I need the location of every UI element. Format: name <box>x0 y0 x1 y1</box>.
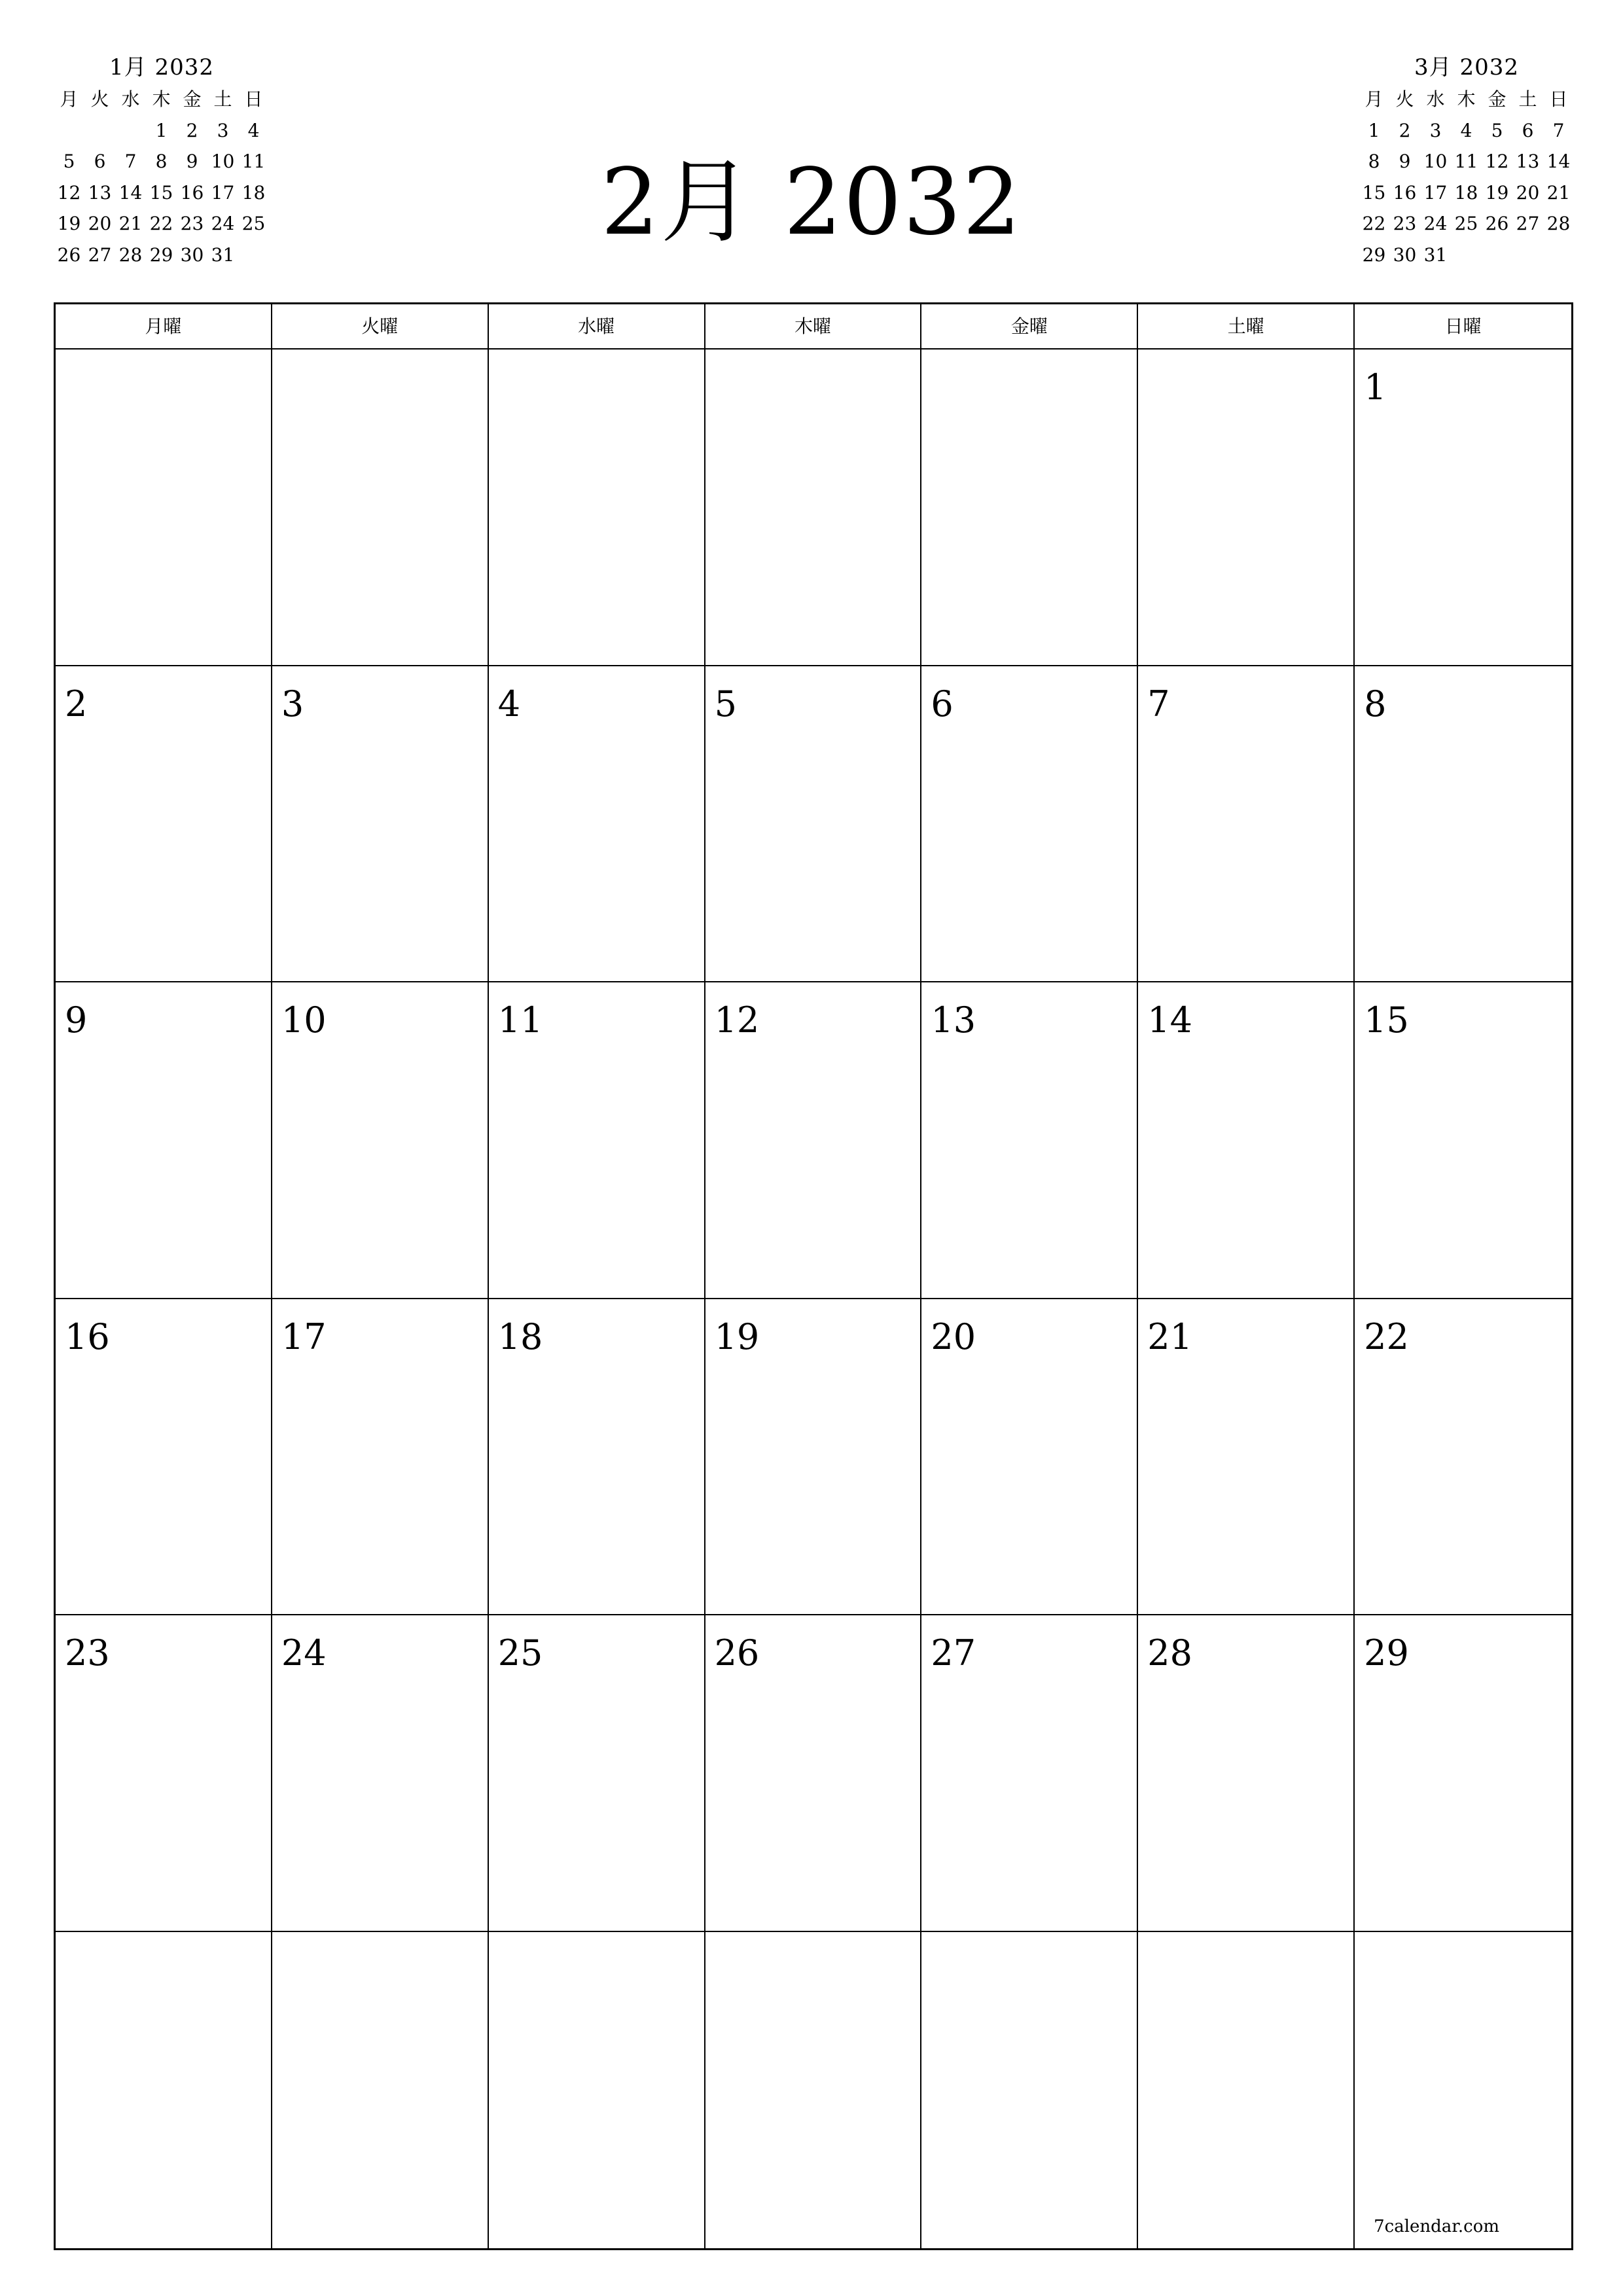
day-cell[interactable] <box>705 1299 922 1616</box>
mini-day: 11 <box>1454 151 1478 172</box>
day-cell[interactable] <box>489 666 705 983</box>
mini-day: 29 <box>149 243 173 266</box>
mini-day: 25 <box>241 213 266 234</box>
day-cell[interactable] <box>56 350 272 666</box>
day-cell[interactable] <box>705 1932 922 2249</box>
mini-weekday: 水 <box>1426 88 1445 110</box>
day-number: 1 <box>1364 367 1387 408</box>
day-number: 13 <box>931 999 976 1041</box>
mini-day: 18 <box>241 181 266 204</box>
day-cell[interactable] <box>705 1615 922 1932</box>
day-number: 28 <box>1147 1632 1192 1674</box>
day-cell[interactable] <box>56 666 272 983</box>
day-cell[interactable] <box>1355 1932 1571 2249</box>
day-cell[interactable] <box>272 1299 489 1616</box>
day-cell[interactable] <box>1138 1299 1355 1616</box>
weekday-header: 土曜 <box>1138 304 1355 348</box>
mini-day <box>54 115 84 147</box>
mini-weekday: 水 <box>121 88 140 110</box>
mini-day: 12 <box>1485 151 1509 172</box>
watermark-link[interactable]: 7calendar.com <box>1374 2217 1499 2236</box>
day-number: 26 <box>714 1632 760 1674</box>
day-cell[interactable] <box>1138 982 1355 1299</box>
mini-weekday: 月 <box>1364 88 1383 110</box>
mini-weekday: 金 <box>1488 88 1507 110</box>
day-cell[interactable] <box>489 982 705 1299</box>
mini-day: 24 <box>1423 213 1448 234</box>
mini-weekday: 火 <box>90 88 109 110</box>
mini-day: 31 <box>1423 243 1448 266</box>
mini-day: 27 <box>1516 213 1540 234</box>
page-title: 2月 2032 <box>601 149 1022 256</box>
mini-day: 28 <box>1546 213 1571 234</box>
mini-day: 29 <box>1362 243 1386 266</box>
day-cell[interactable] <box>272 666 489 983</box>
mini-day: 4 <box>1460 119 1472 141</box>
mini-day: 14 <box>118 181 143 204</box>
day-number: 9 <box>65 999 88 1041</box>
mini-weekday: 土 <box>213 88 232 110</box>
day-number: 23 <box>65 1632 110 1674</box>
mini-day: 19 <box>1485 181 1509 204</box>
day-cell[interactable] <box>489 1299 705 1616</box>
day-cell[interactable] <box>921 1299 1138 1616</box>
day-cell[interactable] <box>56 1932 272 2249</box>
weekday-header: 火曜 <box>272 304 489 348</box>
weekday-header: 水曜 <box>489 304 705 348</box>
mini-day: 20 <box>1516 181 1540 204</box>
day-cell[interactable] <box>705 350 922 666</box>
mini-day: 6 <box>1522 119 1534 141</box>
day-number: 6 <box>931 683 954 725</box>
mini-day: 15 <box>149 181 173 204</box>
mini-day: 5 <box>63 151 75 172</box>
mini-day: 3 <box>1429 119 1442 141</box>
mini-day <box>115 115 146 147</box>
mini-day: 10 <box>1423 151 1448 172</box>
mini-day: 11 <box>241 151 266 172</box>
day-cell[interactable] <box>489 1932 705 2249</box>
day-number: 15 <box>1364 999 1409 1041</box>
mini-day: 1 <box>1368 119 1380 141</box>
day-cell[interactable] <box>1355 666 1571 983</box>
day-number: 16 <box>65 1316 110 1357</box>
day-cell[interactable] <box>921 666 1138 983</box>
mini-day: 18 <box>1454 181 1478 204</box>
mini-day: 2 <box>186 119 198 141</box>
day-cell[interactable] <box>1355 982 1571 1299</box>
day-cell[interactable] <box>921 1615 1138 1932</box>
weekday-header: 木曜 <box>705 304 922 348</box>
mini-day: 30 <box>180 243 204 266</box>
mini-day: 24 <box>211 213 235 234</box>
day-number: 12 <box>714 999 760 1041</box>
mini-day: 3 <box>217 119 229 141</box>
day-number: 5 <box>714 683 737 725</box>
day-number: 18 <box>497 1316 543 1357</box>
day-number: 27 <box>931 1632 976 1674</box>
day-number: 7 <box>1147 683 1170 725</box>
mini-day: 1 <box>155 119 168 141</box>
mini-day: 9 <box>186 151 198 172</box>
day-number: 24 <box>281 1632 327 1674</box>
mini-weekday: 日 <box>1549 88 1568 110</box>
day-cell[interactable] <box>489 350 705 666</box>
day-number: 10 <box>281 999 327 1041</box>
mini-day: 7 <box>124 151 137 172</box>
day-number: 2 <box>65 683 88 725</box>
mini-day: 10 <box>211 151 235 172</box>
mini-day: 15 <box>1362 181 1386 204</box>
mini-day: 4 <box>247 119 260 141</box>
mini-weekday: 木 <box>1457 88 1476 110</box>
mini-day: 8 <box>155 151 168 172</box>
day-number: 21 <box>1147 1316 1192 1357</box>
mini-day: 13 <box>1516 151 1540 172</box>
mini-day: 25 <box>1454 213 1478 234</box>
mini-weekday: 木 <box>152 88 171 110</box>
day-cell[interactable] <box>489 1615 705 1932</box>
mini-weekday: 火 <box>1395 88 1414 110</box>
day-cell[interactable] <box>921 982 1138 1299</box>
mini-day: 23 <box>180 213 204 234</box>
day-cell[interactable] <box>56 1299 272 1616</box>
day-number: 20 <box>931 1316 976 1357</box>
mini-day: 26 <box>1485 213 1509 234</box>
weekday-header: 金曜 <box>921 304 1138 348</box>
mini-day: 21 <box>118 213 143 234</box>
mini-weekday: 月 <box>60 88 79 110</box>
mini-day: 5 <box>1491 119 1503 141</box>
day-cell[interactable] <box>1355 1299 1571 1616</box>
day-number: 25 <box>497 1632 543 1674</box>
day-cell[interactable] <box>921 1932 1138 2249</box>
day-number: 19 <box>714 1316 760 1357</box>
day-number: 8 <box>1364 683 1387 725</box>
day-cell[interactable] <box>56 1615 272 1932</box>
mini-day: 6 <box>94 151 106 172</box>
day-number: 3 <box>281 683 304 725</box>
mini-day: 19 <box>57 213 81 234</box>
mini-calendar-next <box>1359 51 1575 270</box>
mini-day: 21 <box>1546 181 1571 204</box>
day-cell[interactable] <box>272 1615 489 1932</box>
mini-day: 9 <box>1399 151 1411 172</box>
mini-day: 17 <box>1423 181 1448 204</box>
calendar-grid <box>56 350 1571 2248</box>
mini-day: 22 <box>149 213 173 234</box>
day-number: 11 <box>497 999 543 1041</box>
mini-calendar-prev-title: 1月 2032 <box>109 54 214 81</box>
mini-calendar-next-title: 3月 2032 <box>1414 54 1519 81</box>
weekday-header: 日曜 <box>1444 315 1482 337</box>
mini-day: 16 <box>180 181 204 204</box>
mini-day: 28 <box>118 243 143 266</box>
day-cell[interactable] <box>1355 1615 1571 1932</box>
mini-weekday: 金 <box>183 88 202 110</box>
mini-day: 7 <box>1552 119 1565 141</box>
mini-day: 26 <box>57 243 81 266</box>
day-cell[interactable] <box>1138 350 1355 666</box>
day-number: 22 <box>1364 1316 1409 1357</box>
mini-day: 16 <box>1393 181 1417 204</box>
month-calendar <box>54 302 1573 2250</box>
mini-day: 17 <box>211 181 235 204</box>
day-number: 29 <box>1364 1632 1409 1674</box>
mini-day: 22 <box>1362 213 1386 234</box>
day-cell[interactable] <box>1138 1615 1355 1932</box>
mini-day: 14 <box>1546 151 1571 172</box>
mini-weekday: 土 <box>1518 88 1537 110</box>
mini-day: 23 <box>1393 213 1417 234</box>
day-cell[interactable] <box>705 666 922 983</box>
day-cell[interactable] <box>272 350 489 666</box>
mini-day <box>84 115 115 147</box>
day-cell[interactable] <box>921 350 1138 666</box>
day-cell[interactable] <box>1138 666 1355 983</box>
mini-day: 2 <box>1399 119 1411 141</box>
mini-day: 20 <box>88 213 112 234</box>
mini-day: 12 <box>57 181 81 204</box>
mini-calendar-next-grid <box>1359 84 1575 270</box>
mini-day: 27 <box>88 243 112 266</box>
day-cell[interactable] <box>705 982 922 1299</box>
day-cell[interactable] <box>1355 350 1571 666</box>
day-cell[interactable] <box>56 982 272 1299</box>
mini-day: 30 <box>1393 243 1417 266</box>
day-number: 4 <box>497 683 521 725</box>
day-number: 17 <box>281 1316 327 1357</box>
day-number: 14 <box>1147 999 1192 1041</box>
weekday-header: 月曜 <box>56 304 272 348</box>
weekday-header-row <box>56 304 1571 350</box>
mini-day: 8 <box>1368 151 1380 172</box>
day-cell[interactable] <box>272 1932 489 2249</box>
mini-weekday: 日 <box>244 88 263 110</box>
mini-day: 13 <box>88 181 112 204</box>
day-cell[interactable] <box>1138 1932 1355 2249</box>
mini-day: 31 <box>211 243 235 266</box>
day-cell[interactable] <box>272 982 489 1299</box>
